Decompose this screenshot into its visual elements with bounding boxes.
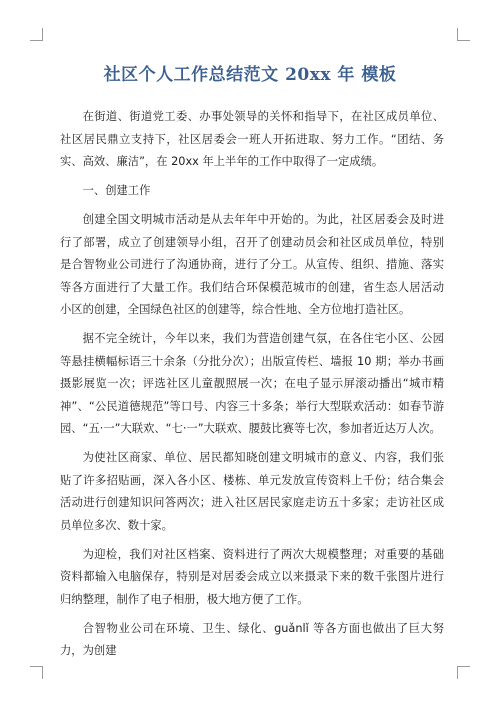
crop-mark-bottom-left <box>30 666 43 679</box>
paragraph: 为使社区商家、单位、居民都知晓创建文明城市的意义、内容，我们张贴了许多招贴画，深入各小区、楼栋、单元发放宣传资料上千份；结合集会活动进行创建知识问答两次；进入社区居民家庭走访五十多家；走访社区成员单位多次、数十家。 <box>60 451 444 532</box>
crop-mark-bottom-right <box>457 666 470 679</box>
paragraph: 合智物业公司在环境、卫生、绿化、guǎnlǐ 等各方面也做出了巨大努力，为创建 <box>60 621 444 657</box>
paragraph: 据不完全统计，今年以来，我们为营造创建气氛，在各住宅小区、公园等悬挂横幅标语三十余条（分批分次）；出版宣传栏、墙报 10 期；举办书画摄影展览一次；评选社区儿童靓照展一次；在电子显示屏滚动播出“城市精神”、“公民道德规范”等口号、内容三十多条；举行大型联欢活动：如春节游园、“五·一”大联欢、“七·一”大联欢、腰鼓比赛等七次，参加者近达万人次。 <box>60 332 444 435</box>
crop-mark-top-left <box>30 28 43 41</box>
paragraph: 为迎检，我们对社区档案、资料进行了两次大规模整理；对重要的基础资料都输入电脑保存，特别是对居委会成立以来摄录下来的数千张图片进行归纳整理，制作了电子相册，极大地方便了工作。 <box>60 547 444 606</box>
crop-mark-top-right <box>457 28 470 41</box>
paragraph: 创建全国文明城市活动是从去年年中开始的。为此，社区居委会及时进行了部署，成立了创建领导小组，召开了创建动员会和社区成员单位，特别是合智物业公司进行了沟通协商，进行了分工。从宣传、组织、措施、落实等各方面进行了大量工作。我们结合环保模范城市的创建，省生态人居活动小区的创建，全国绿色社区的创建等，综合性地、全方位地打造社区。 <box>60 213 444 316</box>
paragraph-intro: 在街道、街道党工委、办事处领导的关怀和指导下，在社区成员单位、社区居民鼎立支持下，社区居委会一班人开拓进取、努力工作。“团结、务实、高效、廉洁”，在 20xx 年上半年的工作中取得了一定成绩。 <box>60 110 444 168</box>
document-body <box>60 106 444 669</box>
document-title: 社区个人工作总结范文 20xx 年 模板 <box>103 65 397 85</box>
section-heading: 一、创建工作 <box>82 184 151 197</box>
